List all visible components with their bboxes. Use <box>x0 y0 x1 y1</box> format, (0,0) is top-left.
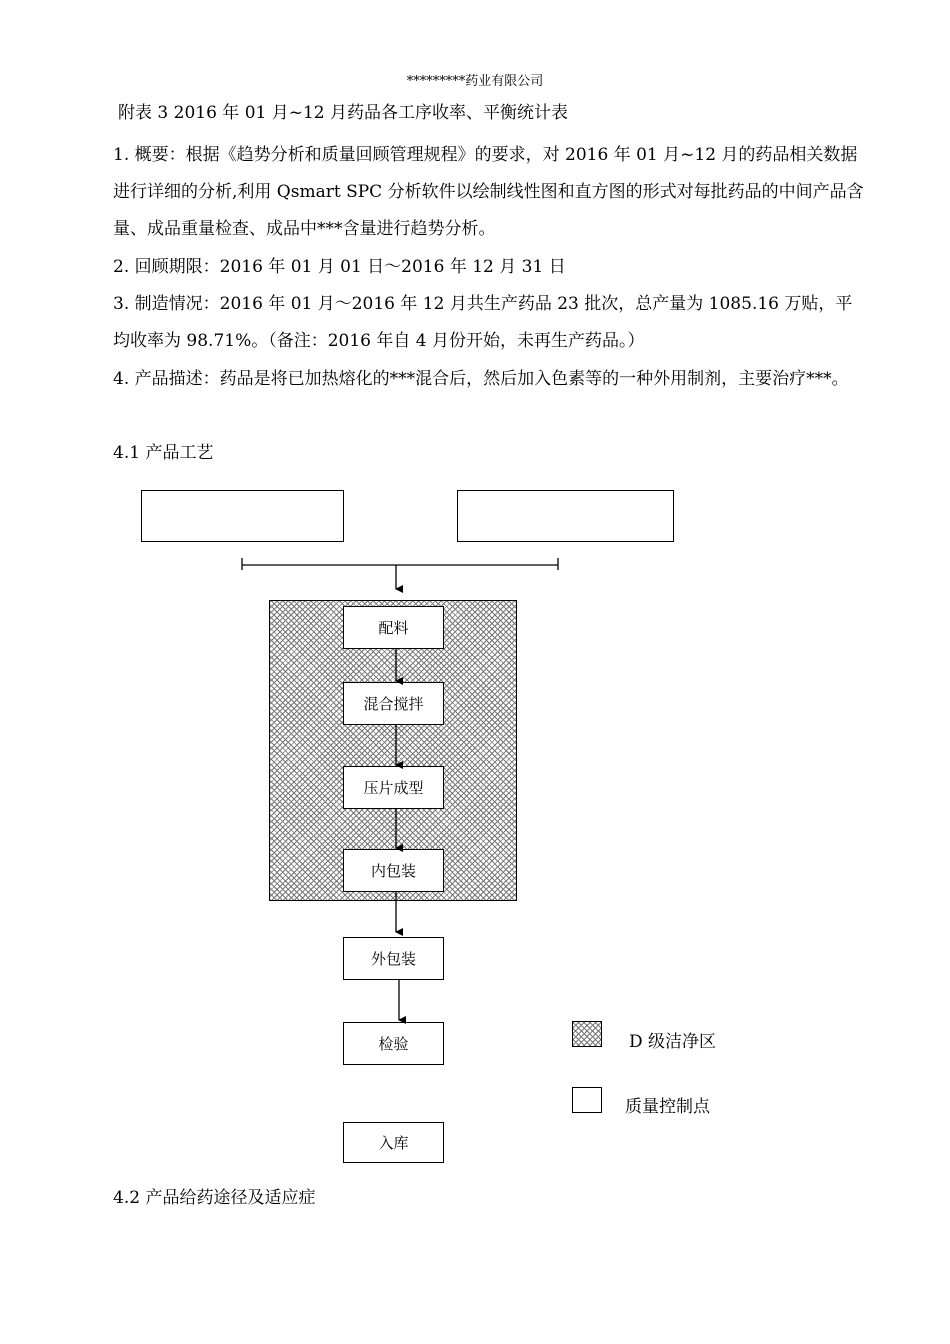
table-title: 附表 3 2016 年 01 月~12 月药品各工序收率、平衡统计表 <box>118 103 569 123</box>
step-tableting: 压片成型 <box>343 766 444 809</box>
section-heading-process: 4.1 产品工艺 <box>113 443 214 463</box>
paragraph-review-period: 2. 回顾期限：2016 年 01 月 01 日～2016 年 12 月 31 日 <box>113 257 566 277</box>
legend-hatch-swatch <box>572 1021 602 1047</box>
legend-clean-zone-label: D 级洁净区 <box>629 1032 717 1052</box>
step-warehousing: 入库 <box>343 1122 444 1163</box>
legend-qc-point-label: 质量控制点 <box>625 1097 710 1117</box>
company-header: *********药业有限公司 <box>406 74 544 89</box>
legend-box-swatch <box>572 1087 602 1113</box>
step-outer-packing: 外包装 <box>343 937 444 980</box>
step-inner-packing: 内包装 <box>343 849 444 892</box>
step-inspection: 检验 <box>343 1022 444 1065</box>
paragraph-description: 4. 产品描述：药品是将已加热熔化的***混合后，然后加入色素等的一种外用制剂，主要治疗***。 <box>113 369 849 389</box>
step-mixing: 混合搅拌 <box>343 682 444 725</box>
paragraph-manufacturing: 3. 制造情况：2016 年 01 月～2016 年 12 月共生产药品 23 批次，总产量为 1085.16 万贴，平均收率为 98.71%。（备注：2016 年自 4 月份开始，未再生产药品。） <box>113 294 853 351</box>
paragraph-overview: 1. 概要：根据《趋势分析和质量回顾管理规程》的要求，对 2016 年 01 月~12 月的药品相关数据进行详细的分析,利用 Qsmart SPC 分析软件以绘制线性图和直方图的形式对每批药品的中间产品含量、成品重量检查、成品中***含量进行趋势分析。 <box>113 145 864 239</box>
section-heading-administration: 4.2 产品给药途径及适应症 <box>113 1188 316 1208</box>
step-batching: 配料 <box>343 606 444 649</box>
